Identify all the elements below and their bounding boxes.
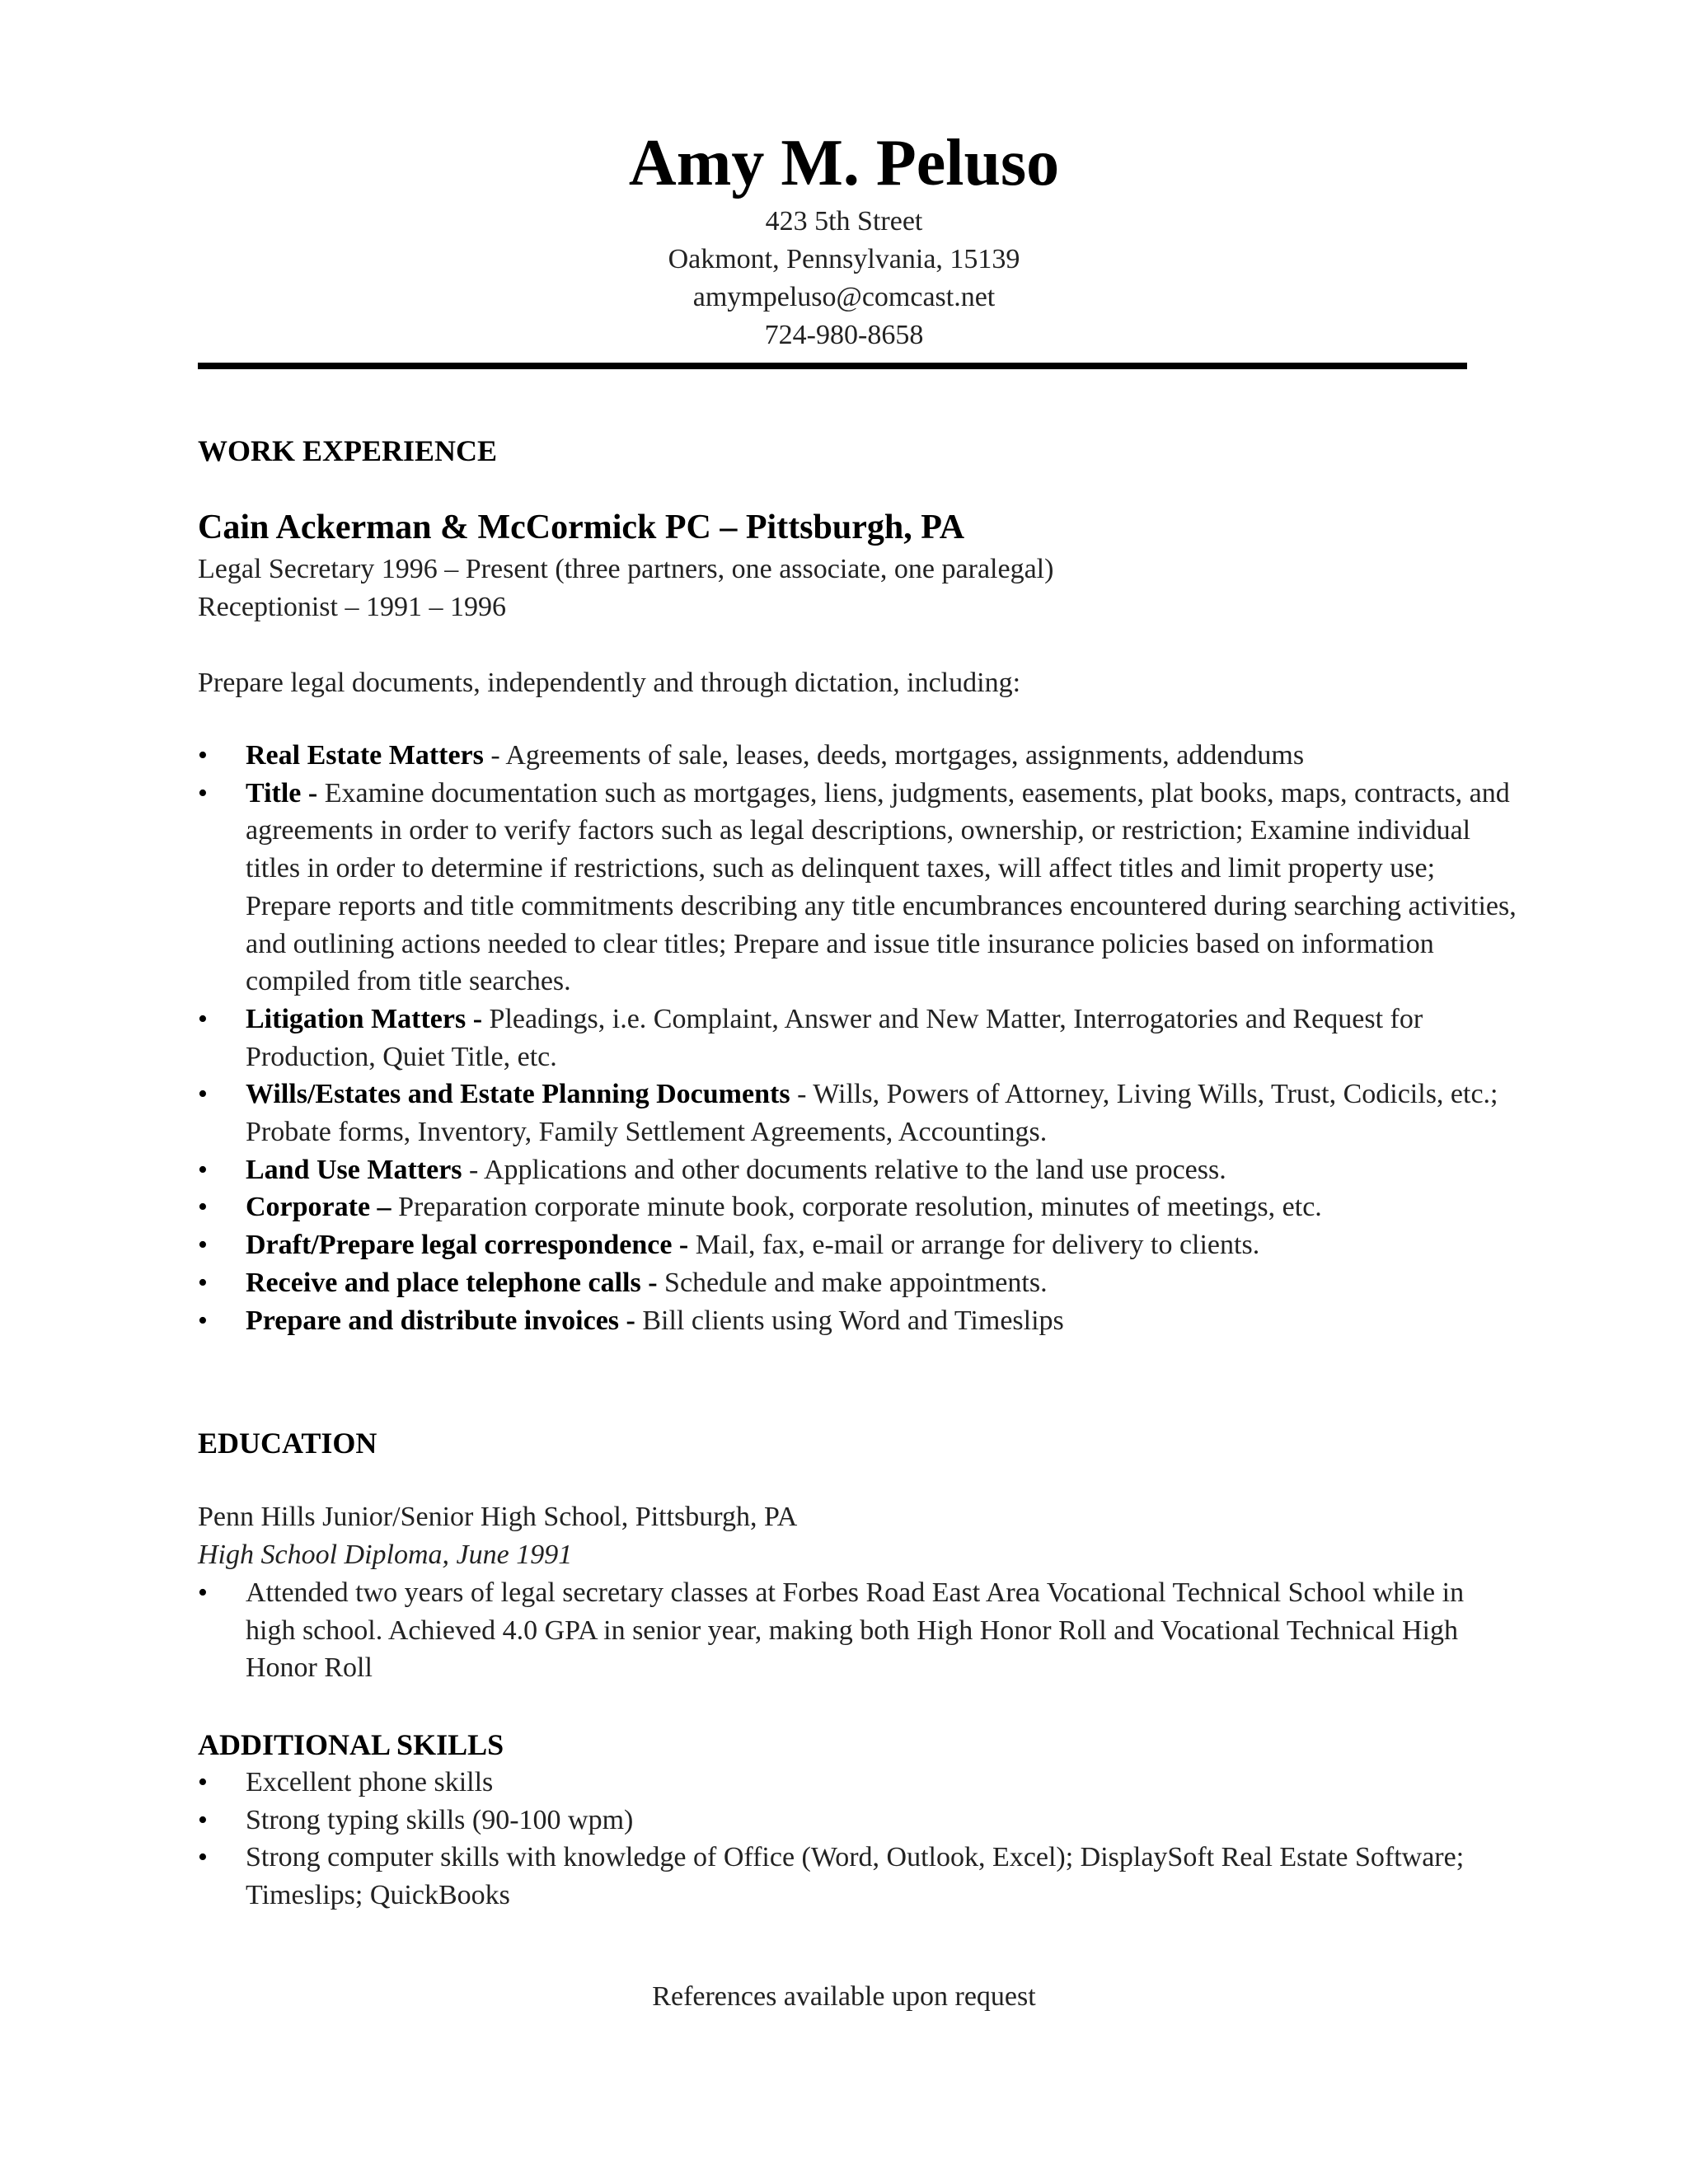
list-item — [198, 775, 1517, 1001]
duty-term: Draft/Prepare legal correspondence - — [246, 1230, 689, 1261]
phone-number: 724-980-8658 — [764, 320, 924, 350]
duty-term: Real Estate Matters — [246, 740, 484, 771]
duty-term: Title - — [246, 777, 318, 808]
education-heading: EDUCATION — [198, 1427, 377, 1460]
candidate-name: Amy M. Peluso — [628, 127, 1060, 199]
diploma: High School Diploma, June 1991 — [198, 1540, 573, 1570]
list-item: • Strong typing skills (90-100 wpm) — [198, 1802, 1517, 1840]
duty-description: Wills, Powers of Attorney, Living Wills, Trust, Codicils, etc.; Probate forms, Inventory, Family Settlement Agreements, Accountings. — [246, 1079, 1498, 1148]
work-experience-heading: WORK EXPERIENCE — [198, 434, 498, 467]
employer-name: Cain Ackerman & McCormick PC – Pittsburgh, PA — [198, 509, 965, 546]
duty-description: Applications and other documents relative to the land use process. — [483, 1154, 1226, 1185]
education-list — [198, 1574, 1517, 1687]
duty-description: Pleadings, i.e. Complaint, Answer and New Matter, Interrogatories and Request for Production, Quiet Title, etc. — [246, 1003, 1423, 1072]
work-intro: Prepare legal documents, independently and through dictation, including: — [198, 668, 1021, 698]
duty-description: Bill clients using Word and Timeslips — [642, 1305, 1064, 1336]
role-receptionist: Receptionist – 1991 – 1996 — [198, 592, 506, 622]
email-address: amympeluso@comcast.net — [692, 282, 996, 312]
duty-description: Schedule and make appointments. — [664, 1267, 1048, 1298]
skills-list — [198, 1764, 1517, 1915]
address-street: 423 5th Street — [765, 206, 923, 237]
list-item — [198, 1264, 1517, 1302]
duty-term: Receive and place telephone calls - — [246, 1267, 658, 1298]
list-item: • Wills/Estates and Estate Planning Documents - Wills, Powers of Attorney, Living Wills, Trust, Codicils, etc.; Probate forms, Inventory, Family Settlement Agreements, Accountings. — [198, 1076, 1517, 1151]
duty-term: Wills/Estates and Estate Planning Documents — [246, 1079, 790, 1110]
duty-description: Preparation corporate minute book, corporate resolution, minutes of meetings, etc. — [398, 1192, 1322, 1223]
duty-description: Examine documentation such as mortgages, liens, judgments, easements, plat books, maps, contracts, and agreements in order to verify factors such as legal descriptions, ownership, or restriction; Examine individual titles in order to determine if restrictions, such as delinquent taxes, will affect titles and limit property use; Prepare reports and title commitments describing any title encumbrances encountered during searching activities, and outlining actions needed to clear titles; Prepare and issue title insurance policies based on information compiled from title searches. — [246, 777, 1517, 997]
duty-description: Mail, fax, e-mail or arrange for delivery to clients. — [695, 1230, 1260, 1261]
list-item: • Attended two years of legal secretary classes at Forbes Road East Area Vocational Technical School while in high school. Achieved 4.0 GPA in senior year, making both High Honor Roll and Vocational Technical High Honor Roll — [198, 1574, 1517, 1687]
list-item: • Real Estate Matters - Agreements of sale, leases, deeds, mortgages, assignments, addendums — [198, 737, 1517, 775]
duty-term: Prepare and distribute invoices - — [246, 1305, 635, 1336]
list-item: • Excellent phone skills — [198, 1764, 1517, 1802]
duty-term: Corporate – — [246, 1192, 392, 1223]
skills-heading: ADDITIONAL SKILLS — [198, 1728, 504, 1761]
list-item: • Strong computer skills with knowledge of Office (Word, Outlook, Excel); DisplaySoft Real Estate Software; Timeslips; QuickBooks — [198, 1839, 1517, 1914]
school-name: Penn Hills Junior/Senior High School, Pittsburgh, PA — [198, 1502, 798, 1532]
address-city: Oakmont, Pennsylvania, 15139 — [668, 244, 1020, 274]
duty-description: Agreements of sale, leases, deeds, mortgages, assignments, addendums — [505, 740, 1305, 771]
resume-header — [0, 124, 1688, 354]
role-legal-secretary: Legal Secretary 1996 – Present (three partners, one associate, one paralegal) — [198, 554, 1054, 584]
work-duties-list — [198, 737, 1517, 1339]
list-item — [198, 1226, 1517, 1264]
header-divider — [198, 363, 1467, 369]
list-item — [198, 1302, 1517, 1340]
duty-term: Land Use Matters — [246, 1154, 462, 1185]
duty-term: Litigation Matters - — [246, 1003, 483, 1034]
list-item — [198, 1188, 1517, 1226]
references-note: References available upon request — [652, 1981, 1036, 2012]
list-item — [198, 1001, 1517, 1076]
list-item: • Land Use Matters - Applications and other documents relative to the land use process. — [198, 1151, 1517, 1189]
